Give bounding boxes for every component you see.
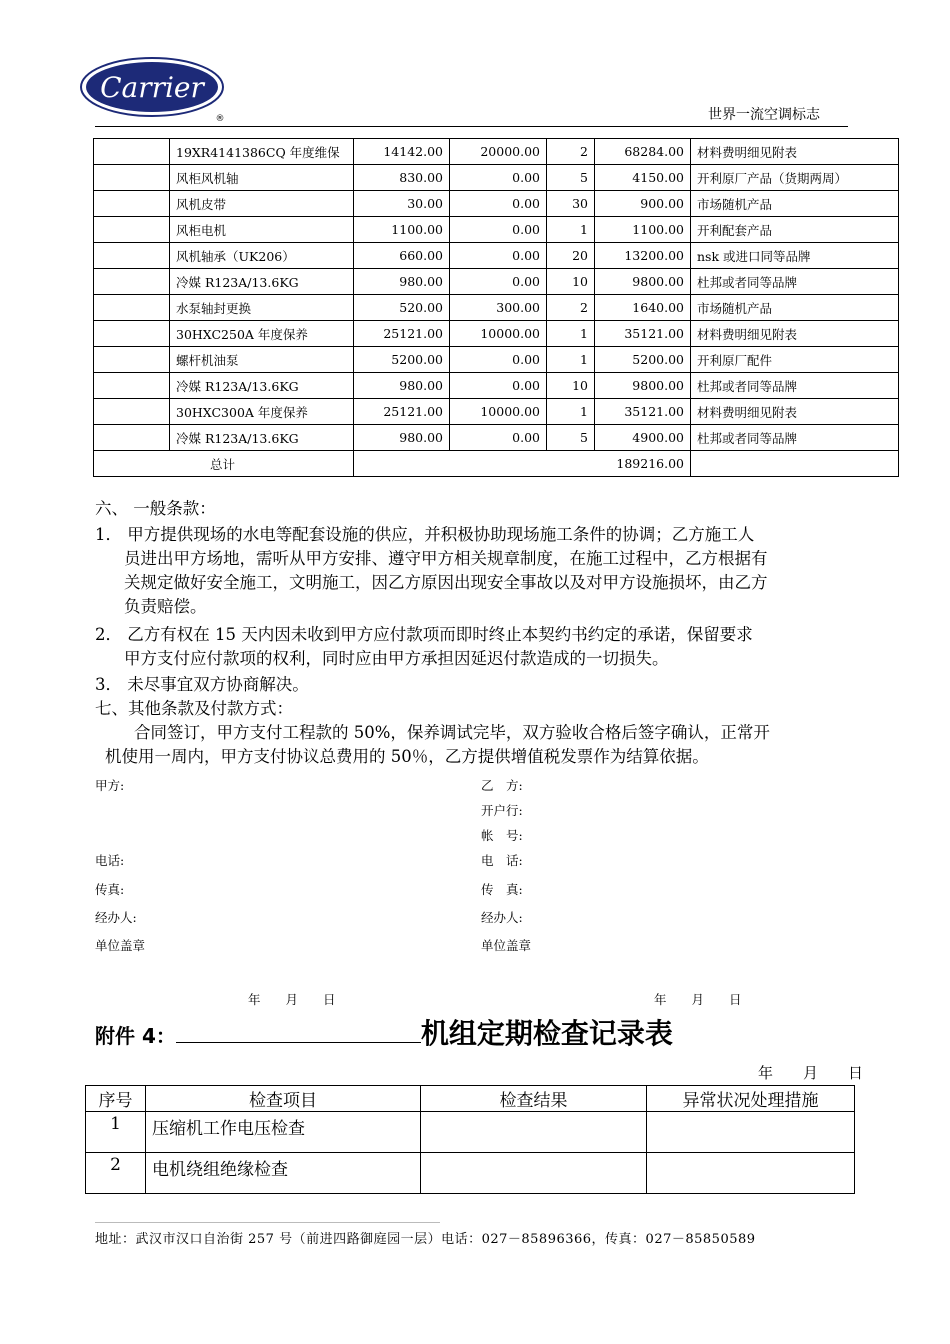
item-name: 冷媒 R123A/13.6KG — [170, 373, 354, 399]
cost-row — [94, 269, 899, 295]
quantity: 1 — [547, 399, 595, 425]
check-header-row — [86, 1086, 855, 1112]
row-no: 2 — [86, 1153, 146, 1194]
quantity: 1 — [547, 217, 595, 243]
unit-price: 1100.00 — [354, 217, 450, 243]
carrier-logo — [80, 57, 225, 123]
item-name: 19XR4141386CQ 年度维保 — [170, 139, 354, 165]
item-name: 30HXC250A 年度保养 — [170, 321, 354, 347]
row-blank — [94, 321, 170, 347]
item-name: 水泵轴封更换 — [170, 295, 354, 321]
account-label: 帐 号: — [481, 828, 523, 843]
grand-total: 189216.00 — [354, 451, 691, 477]
check-table — [85, 1085, 855, 1194]
check-row — [86, 1153, 855, 1194]
row-blank — [94, 425, 170, 451]
labor-cost: 0.00 — [450, 243, 547, 269]
seal-a-label: 单位盖章 — [95, 938, 146, 953]
labor-cost: 0.00 — [450, 347, 547, 373]
note: 材料费明细见附表 — [691, 139, 899, 165]
line-total: 900.00 — [595, 191, 691, 217]
row-item: 电机绕组绝缘检查 — [146, 1153, 421, 1194]
slogan: 世界一流空调标志 — [708, 107, 820, 123]
clause2-line2: 甲方支付应付款项的权利，同时应由甲方承担因延迟付款造成的一切损失。 — [124, 649, 669, 668]
total-label: 总计 — [94, 451, 354, 477]
clause1-line1: 1． 甲方提供现场的水电等配套设施的供应，并积极协助现场施工条件的协调；乙方施工人 — [95, 525, 755, 544]
note: 材料费明细见附表 — [691, 399, 899, 425]
row-blank — [94, 373, 170, 399]
row-blank — [94, 399, 170, 425]
row-result — [421, 1112, 647, 1153]
line-total: 9800.00 — [595, 373, 691, 399]
cost-row — [94, 399, 899, 425]
item-name: 螺杆机油泵 — [170, 347, 354, 373]
header-no: 序号 — [86, 1086, 146, 1112]
registered-mark: ® — [215, 114, 225, 123]
labor-cost: 10000.00 — [450, 399, 547, 425]
line-total: 1100.00 — [595, 217, 691, 243]
cost-row — [94, 295, 899, 321]
cost-row — [94, 347, 899, 373]
labor-cost: 0.00 — [450, 373, 547, 399]
note: nsk 或进口同等品牌 — [691, 243, 899, 269]
clause1-line3: 关规定做好安全施工，文明施工，因乙方原因出现安全事故以及对甲方设施损坏，由乙方 — [124, 573, 768, 592]
fax-a-label: 传真: — [95, 882, 125, 897]
quantity: 2 — [547, 139, 595, 165]
note: 杜邦或者同等品牌 — [691, 373, 899, 399]
cost-row — [94, 373, 899, 399]
note: 杜邦或者同等品牌 — [691, 269, 899, 295]
attachment-blank-line — [176, 1016, 421, 1043]
cost-row — [94, 217, 899, 243]
row-blank — [94, 243, 170, 269]
item-name: 冷媒 R123A/13.6KG — [170, 425, 354, 451]
attachment-date: 年 月 日 — [758, 1064, 864, 1082]
item-name: 冷媒 R123A/13.6KG — [170, 269, 354, 295]
unit-price: 30.00 — [354, 191, 450, 217]
cost-row — [94, 191, 899, 217]
footer-address: 地址：武汉市汉口自治街 257 号（前进四路御庭园一层）电话：027－85896366，传真：027－85850589 — [95, 1232, 756, 1247]
unit-price: 980.00 — [354, 425, 450, 451]
payment-line1: 合同签订，甲方支付工程款的 50%，保养调试完毕，双方验收合格后签字确认，正常开 — [134, 723, 770, 742]
party-a-label: 甲方: — [95, 778, 125, 793]
item-name: 风机轴承（UK206） — [170, 243, 354, 269]
attachment-label: 附件 4： — [95, 1024, 176, 1048]
quantity: 10 — [547, 373, 595, 399]
item-name: 30HXC300A 年度保养 — [170, 399, 354, 425]
quantity: 10 — [547, 269, 595, 295]
seal-b-label: 单位盖章 — [481, 938, 532, 953]
line-total: 4900.00 — [595, 425, 691, 451]
unit-price: 980.00 — [354, 373, 450, 399]
bank-label: 开户行: — [481, 803, 523, 818]
note: 杜邦或者同等品牌 — [691, 425, 899, 451]
cost-row — [94, 243, 899, 269]
quantity: 1 — [547, 321, 595, 347]
unit-price: 520.00 — [354, 295, 450, 321]
cost-row — [94, 165, 899, 191]
labor-cost: 300.00 — [450, 295, 547, 321]
party-b-label: 乙 方: — [481, 778, 523, 793]
check-row — [86, 1112, 855, 1153]
attachment-heading: 机组定期检查记录表 — [420, 1017, 673, 1050]
cost-table — [93, 138, 899, 477]
unit-price: 980.00 — [354, 269, 450, 295]
unit-price: 660.00 — [354, 243, 450, 269]
agent-b-label: 经办人: — [481, 910, 523, 925]
footer-rule — [95, 1222, 440, 1223]
clause2-line1: 2． 乙方有权在 15 天内因未收到甲方应付款项而即时终止本契约书约定的承诺，保留要求 — [95, 625, 753, 644]
total-note — [691, 451, 899, 477]
row-blank — [94, 295, 170, 321]
quantity: 5 — [547, 165, 595, 191]
labor-cost: 0.00 — [450, 191, 547, 217]
labor-cost: 0.00 — [450, 217, 547, 243]
row-blank — [94, 217, 170, 243]
note: 材料费明细见附表 — [691, 321, 899, 347]
line-total: 68284.00 — [595, 139, 691, 165]
note: 开利配套产品 — [691, 217, 899, 243]
quantity: 1 — [547, 347, 595, 373]
section6-title: 六、 一般条款： — [95, 499, 216, 518]
clause3: 3． 未尽事宜双方协商解决。 — [95, 675, 309, 694]
line-total: 5200.00 — [595, 347, 691, 373]
note: 开利原厂配件 — [691, 347, 899, 373]
row-no: 1 — [86, 1112, 146, 1153]
row-measure — [647, 1153, 855, 1194]
header-result: 检查结果 — [421, 1086, 647, 1112]
unit-price: 14142.00 — [354, 139, 450, 165]
cost-row — [94, 139, 899, 165]
header-measure: 异常状况处理措施 — [647, 1086, 855, 1112]
unit-price: 830.00 — [354, 165, 450, 191]
cost-row — [94, 425, 899, 451]
phone-a-label: 电话: — [95, 853, 125, 868]
quantity: 2 — [547, 295, 595, 321]
phone-b-label: 电 话: — [481, 853, 523, 868]
item-name: 风柜风机轴 — [170, 165, 354, 191]
date-b: 年 月 日 — [654, 992, 742, 1007]
item-name: 风机皮带 — [170, 191, 354, 217]
line-total: 4150.00 — [595, 165, 691, 191]
quantity: 5 — [547, 425, 595, 451]
labor-cost: 0.00 — [450, 165, 547, 191]
labor-cost: 10000.00 — [450, 321, 547, 347]
labor-cost: 20000.00 — [450, 139, 547, 165]
line-total: 13200.00 — [595, 243, 691, 269]
item-name: 风柜电机 — [170, 217, 354, 243]
cost-row — [94, 321, 899, 347]
clause1-line2: 员进出甲方场地，需听从甲方安排、遵守甲方相关规章制度，在施工过程中，乙方根据有 — [124, 549, 768, 568]
unit-price: 5200.00 — [354, 347, 450, 373]
unit-price: 25121.00 — [354, 321, 450, 347]
line-total: 1640.00 — [595, 295, 691, 321]
row-blank — [94, 191, 170, 217]
fax-b-label: 传 真: — [481, 882, 523, 897]
total-row — [94, 451, 899, 477]
row-measure — [647, 1112, 855, 1153]
header-rule — [95, 126, 848, 127]
logo-text: Carrier — [100, 71, 204, 104]
labor-cost: 0.00 — [450, 269, 547, 295]
clause1-line4: 负责赔偿。 — [124, 597, 207, 616]
labor-cost: 0.00 — [450, 425, 547, 451]
note: 市场随机产品 — [691, 191, 899, 217]
line-total: 9800.00 — [595, 269, 691, 295]
quantity: 30 — [547, 191, 595, 217]
header-item: 检查项目 — [146, 1086, 421, 1112]
row-blank — [94, 139, 170, 165]
row-blank — [94, 347, 170, 373]
line-total: 35121.00 — [595, 321, 691, 347]
quantity: 20 — [547, 243, 595, 269]
row-blank — [94, 165, 170, 191]
unit-price: 25121.00 — [354, 399, 450, 425]
note: 市场随机产品 — [691, 295, 899, 321]
row-item: 压缩机工作电压检查 — [146, 1112, 421, 1153]
line-total: 35121.00 — [595, 399, 691, 425]
row-result — [421, 1153, 647, 1194]
note: 开利原厂产品（货期两周） — [691, 165, 899, 191]
payment-line2: 机使用一周内，甲方支付协议总费用的 50％，乙方提供增值税发票作为结算依据。 — [105, 747, 709, 766]
row-blank — [94, 269, 170, 295]
section7-title: 七、其他条款及付款方式： — [95, 699, 293, 718]
date-a: 年 月 日 — [248, 992, 336, 1007]
agent-a-label: 经办人: — [95, 910, 137, 925]
attachment-title — [95, 1012, 673, 1052]
